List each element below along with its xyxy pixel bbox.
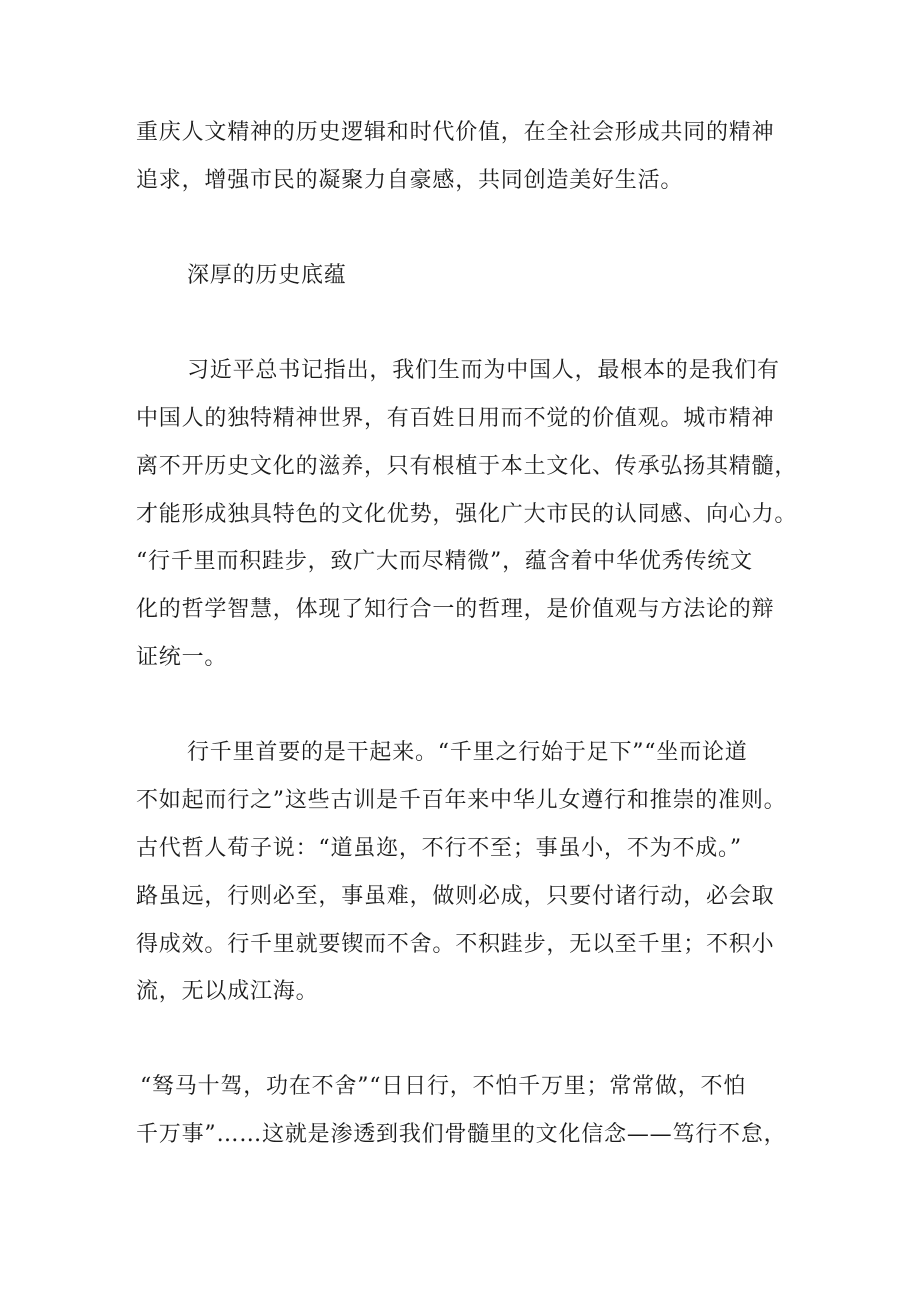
paragraph-2-line-5: “行千里而积跬步，致广大而尽精微”，蕴含着中华优秀传统文 bbox=[136, 549, 753, 574]
paragraph-2-line-1: 习近平总书记指出，我们生而为中国人，最根本的是我们有 bbox=[187, 358, 780, 383]
paragraph-2-line-4: 才能形成独具特色的文化优势，强化广大市民的认同感、向心力。 bbox=[136, 502, 798, 527]
paragraph-3-line-6: 流，无以成江海。 bbox=[136, 979, 319, 1004]
paragraph-4-line-1: “驽马十驾，功在不舍”“日日行，不怕千万里；常常做，不怕 bbox=[140, 1074, 747, 1099]
paragraph-1-line-1: 重庆人文精神的历史逻辑和时代价值，在全社会形成共同的精神 bbox=[136, 120, 775, 145]
paragraph-1-line-2: 追求，增强市民的凝聚力自豪感，共同创造美好生活。 bbox=[136, 168, 684, 193]
paragraph-3-line-3: 古代哲人荀子说：“道虽迩，不行不至；事虽小，不为不成。” bbox=[136, 836, 742, 861]
paragraph-2-line-7: 证统一。 bbox=[136, 645, 228, 670]
paragraph-3-line-1: 行千里首要的是干起来。“千里之行始于足下”“坐而论道 bbox=[187, 740, 748, 765]
paragraph-2-line-6: 化的哲学智慧，体现了知行合一的哲理，是价值观与方法论的辩 bbox=[136, 597, 775, 622]
section-heading: 深厚的历史底蕴 bbox=[187, 263, 347, 288]
paragraph-2-line-3: 离不开历史文化的滋养，只有根植于本土文化、传承弘扬其精髓， bbox=[136, 454, 798, 479]
paragraph-3-line-2: 不如起而行之”这些古训是千百年来中华儿女遵行和推崇的准则。 bbox=[136, 788, 787, 813]
paragraph-3-line-4: 路虽远，行则必至，事虽难，做则必成，只要付诸行动，必会取 bbox=[136, 884, 775, 909]
paragraph-2-line-2: 中国人的独特精神世界，有百姓日用而不觉的价值观。城市精神 bbox=[136, 406, 775, 431]
paragraph-4-line-2: 千万事”……这就是渗透到我们骨髓里的文化信念——笃行不怠， bbox=[136, 1122, 787, 1147]
paragraph-3-line-5: 得成效。行千里就要锲而不舍。不积跬步，无以至千里；不积小 bbox=[136, 932, 775, 957]
